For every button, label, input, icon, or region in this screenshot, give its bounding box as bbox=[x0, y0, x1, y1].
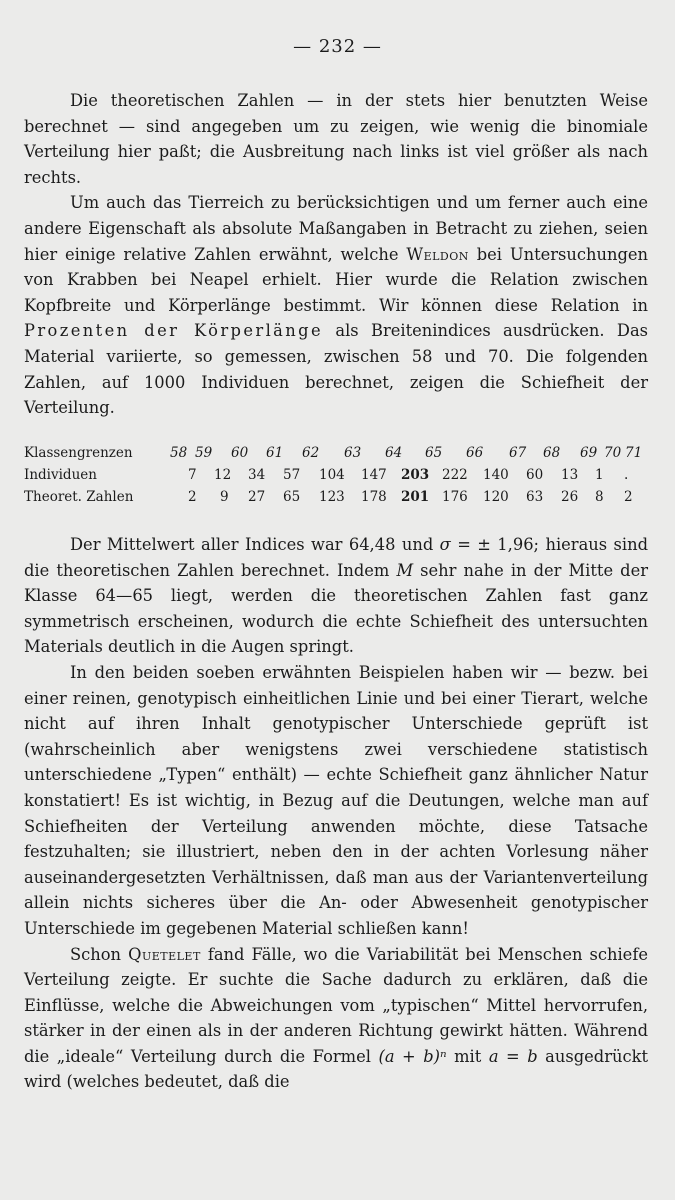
table-cell: 65 bbox=[283, 489, 301, 505]
table-row-individuals bbox=[24, 464, 654, 486]
table-cell: 59 bbox=[195, 445, 213, 461]
paragraph-2-part-b: bei Untersuchungen von Krabben bei Neapel erhielt. Hier wurde die Relation zwischen Kopfbreite und Körperlänge bestimmt. Wir können diese Relation in bbox=[24, 244, 648, 315]
table-cell: 147 bbox=[361, 467, 387, 483]
table-cell: 13 bbox=[561, 467, 579, 483]
formula: (a + b)ⁿ bbox=[378, 1046, 447, 1066]
table-cell: 176 bbox=[442, 489, 468, 505]
text-block-bottom bbox=[24, 532, 648, 1095]
table-row-class-bounds bbox=[24, 442, 654, 464]
table-cell: 70 bbox=[604, 445, 622, 461]
table-cell: 201 bbox=[401, 489, 430, 505]
paragraph-5-part-c: mit bbox=[446, 1046, 489, 1066]
table-cell: 67 bbox=[509, 445, 527, 461]
equation: a = b bbox=[488, 1046, 538, 1066]
table-cell: 178 bbox=[361, 489, 387, 505]
table-cell: 63 bbox=[344, 445, 362, 461]
page-number: — 232 — bbox=[293, 36, 382, 57]
table-cell: 1 bbox=[595, 467, 604, 483]
table-cell: 203 bbox=[401, 467, 430, 483]
table-cell: 63 bbox=[526, 489, 544, 505]
table-cell: 60 bbox=[526, 467, 544, 483]
table-cell: 2 bbox=[624, 489, 633, 505]
table-cell: 123 bbox=[319, 489, 345, 505]
table-cell: 26 bbox=[561, 489, 579, 505]
sigma-symbol: σ bbox=[439, 535, 451, 554]
table-cell: 57 bbox=[283, 467, 301, 483]
paragraph-3-part-a: Der Mittelwert aller Indices war 64,48 und bbox=[70, 535, 440, 554]
row-label: Klassengrenzen bbox=[24, 445, 133, 461]
table-cell: 2 bbox=[188, 489, 197, 505]
mean-symbol: M bbox=[396, 560, 414, 580]
table-cell: 104 bbox=[319, 467, 345, 483]
table-cell: 71 bbox=[625, 445, 643, 461]
table-cell: 7 bbox=[188, 467, 197, 483]
paragraph-3-part-b: = ± 1,96; hieraus sind die theoretischen Zahlen berechnet. Indem bbox=[24, 535, 648, 580]
table-cell: 34 bbox=[248, 467, 266, 483]
paragraph-3 bbox=[24, 532, 648, 660]
paragraph-2-part-a: Um auch das Tierreich zu berücksichtigen und um ferner auch eine andere Eigenschaft als absolute Maßangaben in Betracht zu ziehen, seien hier einige relative Zahlen erwähnt, welche bbox=[24, 193, 648, 264]
author-weldon: Weldon bbox=[406, 244, 469, 264]
table-cell: 140 bbox=[483, 467, 509, 483]
paragraph-2 bbox=[24, 190, 648, 420]
table-cell: 12 bbox=[214, 467, 232, 483]
table-cell: 222 bbox=[442, 467, 468, 483]
table-cell: 120 bbox=[483, 489, 509, 505]
table-cell: 65 bbox=[425, 445, 443, 461]
table-cell: 68 bbox=[543, 445, 561, 461]
row-label: Individuen bbox=[24, 467, 97, 483]
table-cell: . bbox=[624, 467, 629, 483]
table-cell: 64 bbox=[385, 445, 403, 461]
paragraph-4: In den beiden soeben erwähnten Beispielen haben wir — bezw. bei einer reinen, genotypisch einheitlichen Linie und bei einer Tierart, welche nicht auf ihren Inhalt genotypischer Unterschiede geprüft ist (wahrscheinlich aber wenigstens zwei verschiedene statistisch unterschiedene „Typen“ enthält) — echte Schiefheit ganz ähnlicher Natur konstatiert! Es ist wichtig, in Bezug auf die Deutungen, welche man auf Schiefheiten der Verteilung anwenden möchte, diese Tatsache festzuhalten; sie illustriert, neben den in der achten Vorlesung näher auseinandergesetzten Verhältnissen, daß man aus der Variantenverteilung allein nichts sicheres über die An- oder Abwesenheit genotypischer Unterschiede im gegebenen Material schließen kann! bbox=[24, 662, 648, 938]
data-table bbox=[24, 442, 654, 508]
paragraph-3-part-c: sehr nahe in der Mitte der Klasse 64—65 liegt, werden die theoretischen Zahlen fast ganz symmetrisch erscheinen, wodurch die echte Schiefheit des untersuchten Materials deutlich in die Augen springt. bbox=[24, 560, 648, 657]
author-quetelet: Quetelet bbox=[128, 944, 201, 964]
table-cell: 62 bbox=[302, 445, 320, 461]
table-cell: 27 bbox=[248, 489, 266, 505]
paragraph-2-part-c: als Breitenindices ausdrücken. Das Material variierte, so gemessen, zwischen 58 und 70. Die folgenden Zahlen, auf 1000 Individuen berechnet, zeigen die Schiefheit der Verteilung. bbox=[24, 321, 649, 418]
table-cell: 61 bbox=[266, 445, 284, 461]
table-row-theoretical bbox=[24, 486, 654, 508]
spaced-emphasis: Prozenten der Körperlänge bbox=[24, 321, 324, 341]
paragraph-5-part-a: Schon bbox=[70, 944, 129, 964]
table-cell: 66 bbox=[466, 445, 484, 461]
table-cell: 60 bbox=[231, 445, 249, 461]
paragraph-1: Die theoretischen Zahlen — in der stets hier benutzten Weise berechnet — sind angegeben um zu zeigen, wie wenig die binomiale Verteilung hier paßt; die Ausbreitung nach links ist viel größer als nach rechts. bbox=[24, 91, 648, 187]
table-cell: 9 bbox=[220, 489, 229, 505]
paragraph-5-part-d: ausgedrückt wird (welches bedeutet, daß die bbox=[24, 1046, 649, 1092]
paragraph-5 bbox=[24, 942, 648, 1096]
row-label: Theoret. Zahlen bbox=[24, 489, 134, 505]
table-cell: 58 bbox=[170, 445, 188, 461]
table-cell: 69 bbox=[580, 445, 598, 461]
table-cell: 8 bbox=[595, 489, 604, 505]
paragraph-5-part-b: fand Fälle, wo die Variabilität bei Menschen schiefe Verteilung zeigte. Er suchte die Sache dadurch zu erklären, daß die Einflüsse, welche die Abweichungen vom „typischen“ Mittel hervorrufen, stärker in der einen als in der anderen Richtung gewirkt hätten. Während die „ideale“ Verteilung durch die Formel bbox=[24, 944, 648, 1066]
text-block-top bbox=[24, 88, 648, 421]
